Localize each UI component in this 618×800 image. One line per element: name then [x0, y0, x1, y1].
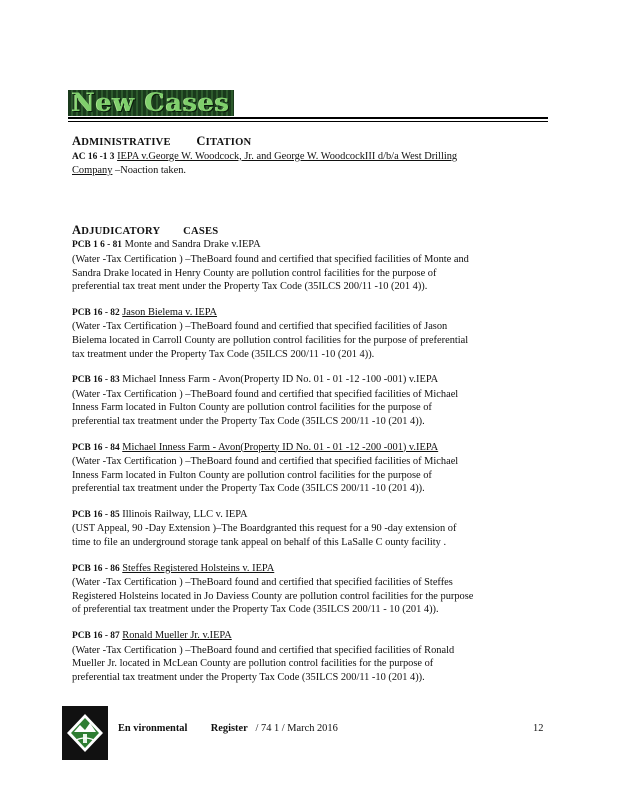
case-number: PCB 16 - 83 — [72, 375, 120, 386]
case-text-line: preferential tax treatment under the Property Tax Code (35ILCS 200/11 -10 (201 4)). — [72, 483, 425, 495]
case-entry — [72, 508, 542, 550]
case-title: Michael Inness Farm - Avon(Property ID No. 01 - 01 -12 -100 -001) v.IEPA — [122, 374, 439, 386]
case-entry — [72, 441, 542, 496]
case-text-line: (UST Appeal, 90 -Day Extension )–The Boardgranted this request for a 90 -day extension of — [72, 523, 457, 535]
case-text-line: Bielema located in Carroll County are pollution control facilities for the purpose of preferential — [72, 334, 469, 346]
case-text-line: of preferential tax treatment under the Property Tax Code (35ILCS 200/11 - 10 (201 4)). — [72, 604, 439, 616]
banner-title: New Cases — [72, 88, 231, 117]
case-number: PCB 16 - 84 — [72, 442, 120, 453]
header-rule — [68, 117, 548, 119]
case-text-line: preferential tax treat ment under the Property Tax Code (35ILCS 200/11 -10 (201 4)). — [72, 281, 428, 293]
case-number: PCB 16 - 86 — [72, 563, 120, 574]
adjudicatory-cases-heading: ADJUDICATORY CASES — [72, 222, 219, 237]
case-title: Jason Bielema v. IEPA — [122, 306, 218, 318]
case-number: PCB 1 6 - 81 — [72, 240, 122, 251]
case-text-line: (Water -Tax Certification ) –TheBoard found and certified that specified facilities of Michael — [72, 388, 459, 400]
case-text-line: Inness Farm located in Fulton County are pollution control facilities for the purpose of — [72, 469, 432, 481]
section-banner — [68, 90, 234, 116]
case-title: Michael Inness Farm - Avon(Property ID No. 01 - 01 -12 -200 -001) v.IEPA — [122, 441, 439, 453]
case-text-line: (Water -Tax Certification ) –TheBoard found and certified that specified facilities of Jason — [72, 321, 448, 333]
case-entry — [72, 562, 542, 617]
case-text-line: (Water -Tax Certification ) –TheBoard found and certified that specified facilities of Steffes — [72, 577, 453, 589]
case-text-line: Sandra Drake located in Henry County are pollution control facilities for the purpose of — [72, 267, 437, 279]
case-entry — [72, 238, 542, 293]
case-title-cont: Company — [72, 165, 113, 177]
case-text-line: (Water -Tax Certification ) –TheBoard found and certified that specified facilities of Ronald — [72, 644, 455, 656]
case-text-line: preferential tax treatment under the Property Tax Code (35ILCS 200/11 -10 (201 4)). — [72, 671, 425, 683]
case-text-line: Registered Holsteins located in Jo Daviess County are pollution control facilities for the purpose — [72, 590, 474, 602]
case-entry — [72, 306, 542, 361]
footer-publication: En vironmental Register / 74 1 / March 2016 — [118, 723, 338, 734]
case-text-line: tax treatment under the Property Tax Code (35ILCS 200/11 -10 (201 4)). — [72, 348, 375, 360]
case-title: Ronald Mueller Jr. v.IEPA — [122, 630, 232, 642]
case-number: PCB 16 - 85 — [72, 509, 120, 520]
case-title: Steffes Registered Holsteins v. IEPA — [122, 562, 275, 574]
case-title: Monte and Sandra Drake v.IEPA — [124, 239, 261, 251]
page-number: 12 — [533, 723, 544, 734]
case-text-line: time to file an underground storage tank appeal on behalf of this LaSalle C ounty facility . — [72, 537, 447, 549]
header-rule-thin — [68, 121, 548, 122]
case-text-line: preferential tax treatment under the Property Tax Code (35ILCS 200/11 -10 (201 4)). — [72, 415, 425, 427]
case-entry — [72, 373, 542, 428]
case-text-line: (Water -Tax Certification ) –TheBoard found and certified that specified facilities of Michael — [72, 456, 459, 468]
administrative-citation-heading: ADMINISTRATIVE CITATION — [72, 134, 252, 148]
page-content — [72, 135, 542, 696]
illinois-pcb-logo-icon — [62, 706, 108, 760]
case-entry — [72, 629, 542, 684]
case-text-line: (Water -Tax Certification ) –TheBoard found and certified that specified facilities of Monte and — [72, 253, 469, 265]
case-number: AC 16 -1 3 — [72, 151, 115, 162]
case-disposition: –Noaction taken. — [112, 165, 186, 177]
admin-citation-entry — [72, 150, 542, 178]
case-title: Illinois Railway, LLC v. IEPA — [122, 508, 248, 520]
case-number: PCB 16 - 87 — [72, 631, 120, 642]
case-title: IEPA v.George W. Woodcock, Jr. and George W. WoodcockIII d/b/a West Drilling — [117, 150, 458, 162]
case-text-line: Inness Farm located in Fulton County are pollution control facilities for the purpose of — [72, 402, 432, 414]
case-number: PCB 16 - 82 — [72, 307, 120, 318]
case-text-line: Mueller Jr. located in McLean County are pollution control facilities for the purpose of — [72, 658, 434, 670]
